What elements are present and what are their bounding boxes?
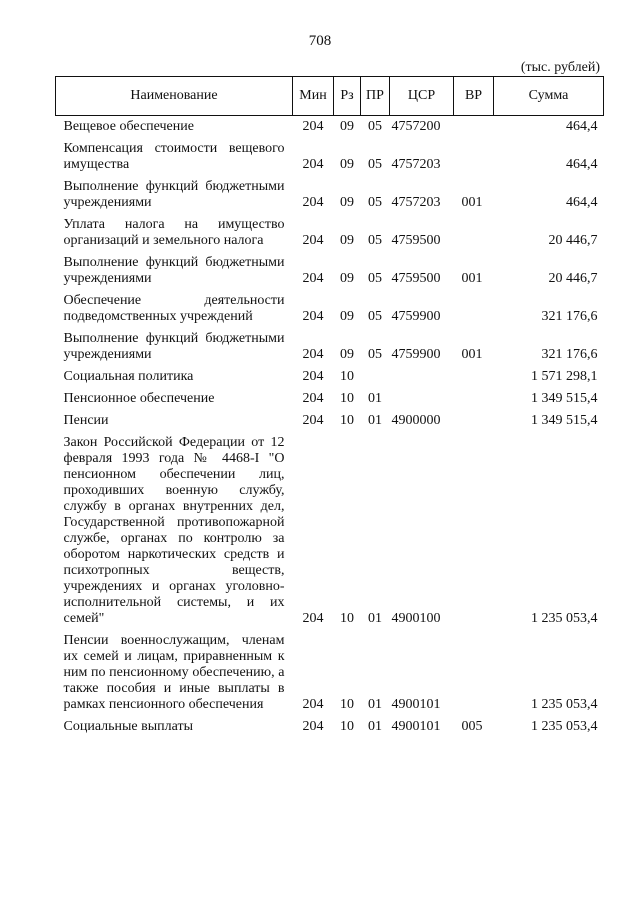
table-row xyxy=(56,138,604,176)
cell-name: Закон Российской Федерации от 12 февраля 1993 года № 4468-I "О пенсионном обеспечении лиц, проходивших военную службу, службу в органах внутренних дел, Государственной противопожарной службе, органах по контролю за оборотом наркотических средств и психотропных веществ, учреждениях и органах уголовно-исполнительной системы, и их семей" xyxy=(63,435,285,626)
cell-min: 204 xyxy=(302,697,324,712)
cell-sum: 1 349 515,4 xyxy=(531,391,598,406)
cell-sum: 1 235 053,4 xyxy=(531,719,598,734)
cell-vr xyxy=(454,138,494,176)
cell-csr xyxy=(390,388,454,410)
cell-sum: 1 349 515,4 xyxy=(531,413,598,428)
cell-vr: 005 xyxy=(461,719,483,734)
cell-pr: 01 xyxy=(368,413,382,428)
table-row xyxy=(56,716,604,738)
cell-min: 204 xyxy=(302,119,324,134)
cell-min: 204 xyxy=(302,391,324,406)
cell-rz: 09 xyxy=(340,233,354,248)
table-row xyxy=(56,116,604,139)
table-row xyxy=(56,214,604,252)
cell-vr xyxy=(454,214,494,252)
cell-sum: 20 446,7 xyxy=(548,271,598,286)
cell-csr: 4900100 xyxy=(391,611,441,626)
cell-name: Обеспечение деятельности подведомственных учреждений xyxy=(63,293,285,324)
cell-min: 204 xyxy=(302,195,324,210)
table-header-row xyxy=(56,77,604,116)
cell-csr: 4759500 xyxy=(391,233,441,248)
cell-pr: 05 xyxy=(368,157,382,172)
table-row xyxy=(56,388,604,410)
cell-csr: 4759900 xyxy=(391,347,441,362)
table-row xyxy=(56,176,604,214)
table-row xyxy=(56,630,604,716)
budget-table xyxy=(55,76,604,738)
cell-sum: 464,4 xyxy=(566,157,598,172)
cell-min: 204 xyxy=(302,309,324,324)
cell-min: 204 xyxy=(302,233,324,248)
cell-name: Социальная политика xyxy=(63,369,194,384)
cell-rz: 10 xyxy=(340,697,354,712)
cell-csr: 4759900 xyxy=(391,309,441,324)
cell-sum: 20 446,7 xyxy=(548,233,598,248)
cell-min: 204 xyxy=(302,271,324,286)
cell-min: 204 xyxy=(302,347,324,362)
cell-vr xyxy=(454,366,494,388)
table-row xyxy=(56,432,604,630)
cell-name: Выполнение функций бюджетными учреждениями xyxy=(63,331,285,362)
cell-rz: 09 xyxy=(340,195,354,210)
cell-pr: 05 xyxy=(368,233,382,248)
cell-rz: 09 xyxy=(340,309,354,324)
cell-name: Уплата налога на имущество организаций и земельного налога xyxy=(63,217,285,248)
cell-sum: 321 176,6 xyxy=(541,309,598,324)
cell-min: 204 xyxy=(302,157,324,172)
cell-rz: 09 xyxy=(340,347,354,362)
cell-vr xyxy=(454,388,494,410)
cell-vr xyxy=(454,116,494,139)
cell-rz: 10 xyxy=(340,413,354,428)
cell-csr: 4759500 xyxy=(391,271,441,286)
cell-name: Социальные выплаты xyxy=(63,719,194,734)
cell-vr: 001 xyxy=(461,271,483,286)
page-number: 708 xyxy=(308,33,332,49)
cell-vr: 001 xyxy=(461,195,483,210)
cell-min: 204 xyxy=(302,413,324,428)
cell-csr xyxy=(390,366,454,388)
cell-pr: 01 xyxy=(368,391,382,406)
cell-name: Пенсионное обеспечение xyxy=(63,391,215,406)
units-note: (тыс. рублей) xyxy=(520,60,600,75)
cell-sum: 1 235 053,4 xyxy=(531,611,598,626)
cell-pr: 05 xyxy=(368,195,382,210)
cell-pr: 01 xyxy=(368,719,382,734)
cell-pr: 05 xyxy=(368,271,382,286)
cell-sum: 1 571 298,1 xyxy=(531,369,598,384)
table-row xyxy=(56,290,604,328)
cell-pr: 05 xyxy=(368,119,382,134)
table-row xyxy=(56,410,604,432)
cell-csr: 4757200 xyxy=(391,119,441,134)
cell-pr xyxy=(361,366,390,388)
cell-name: Пенсии военнослужащим, членам их семей и лицам, приравненным к ним по пенсионному обеспечению, а также пособия и иные выплаты в рамках пенсионного обеспечения xyxy=(63,633,285,712)
cell-csr: 4900000 xyxy=(391,413,441,428)
cell-min: 204 xyxy=(302,719,324,734)
cell-sum: 1 235 053,4 xyxy=(531,697,598,712)
header-vr: ВР xyxy=(454,77,494,116)
cell-pr: 01 xyxy=(368,611,382,626)
cell-vr xyxy=(454,290,494,328)
cell-csr: 4757203 xyxy=(391,157,441,172)
table-row xyxy=(56,366,604,388)
cell-csr: 4900101 xyxy=(391,719,441,734)
table-row xyxy=(56,328,604,366)
cell-min: 204 xyxy=(302,369,324,384)
cell-name: Пенсии xyxy=(63,413,109,428)
cell-rz: 10 xyxy=(340,719,354,734)
cell-name: Вещевое обеспечение xyxy=(63,119,194,134)
cell-vr: 001 xyxy=(461,347,483,362)
cell-pr: 05 xyxy=(368,309,382,324)
cell-rz: 10 xyxy=(340,391,354,406)
cell-name: Выполнение функций бюджетными учреждениями xyxy=(63,255,285,286)
cell-min: 204 xyxy=(302,611,324,626)
header-rz: Рз xyxy=(334,77,361,116)
cell-vr xyxy=(454,410,494,432)
cell-rz: 09 xyxy=(340,119,354,134)
cell-name: Компенсация стоимости вещевого имущества xyxy=(63,141,285,172)
cell-name: Выполнение функций бюджетными учреждениями xyxy=(63,179,285,210)
cell-sum: 464,4 xyxy=(566,119,598,134)
cell-sum: 464,4 xyxy=(566,195,598,210)
header-min: Мин xyxy=(293,77,334,116)
header-pr: ПР xyxy=(361,77,390,116)
cell-vr xyxy=(454,630,494,716)
table-row xyxy=(56,252,604,290)
header-csr: ЦСР xyxy=(390,77,454,116)
cell-rz: 09 xyxy=(340,271,354,286)
header-sum: Сумма xyxy=(494,77,604,116)
cell-sum: 321 176,6 xyxy=(541,347,598,362)
cell-csr: 4757203 xyxy=(391,195,441,210)
cell-csr: 4900101 xyxy=(391,697,441,712)
cell-vr xyxy=(454,432,494,630)
cell-rz: 10 xyxy=(340,611,354,626)
cell-pr: 01 xyxy=(368,697,382,712)
cell-rz: 10 xyxy=(340,369,354,384)
cell-pr: 05 xyxy=(368,347,382,362)
cell-rz: 09 xyxy=(340,157,354,172)
header-name: Наименование xyxy=(56,77,293,116)
